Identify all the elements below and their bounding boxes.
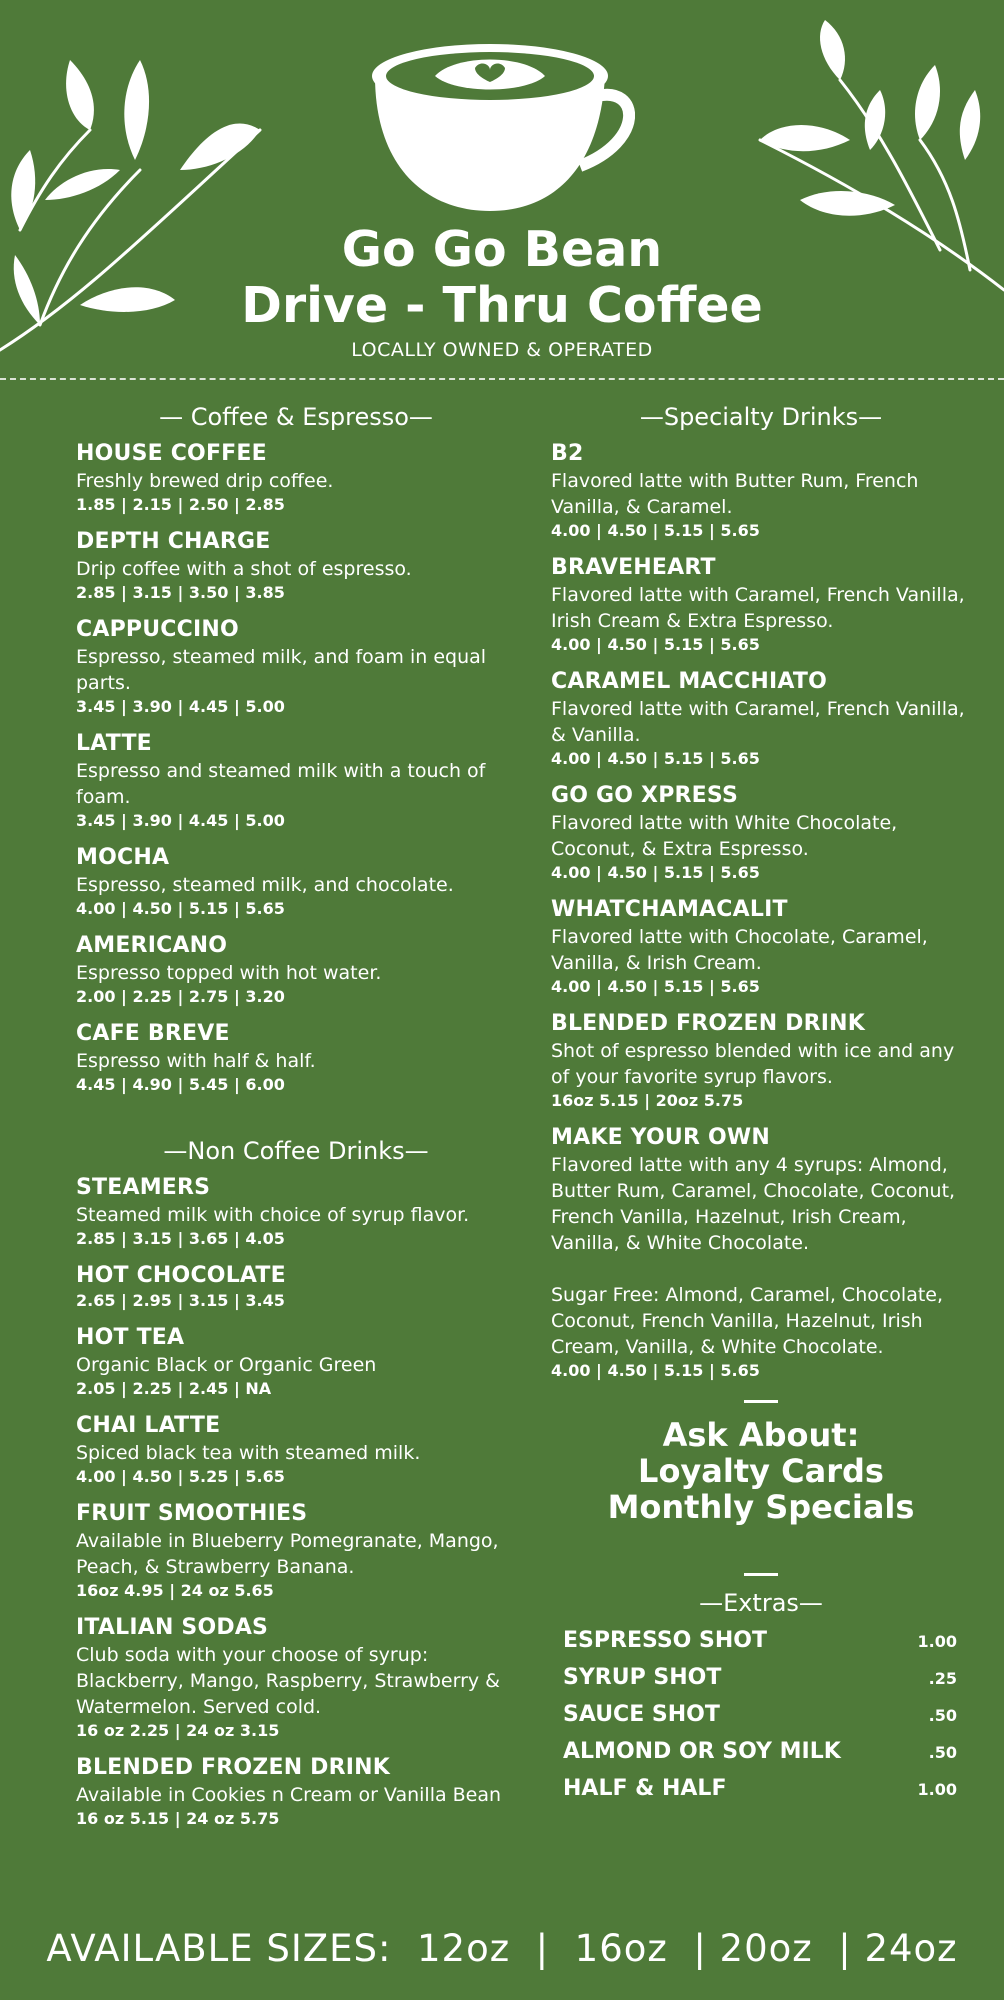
menu-item [551, 668, 971, 770]
item-desc-sugar-free: Sugar Free: Almond, Caramel, Chocolate, Coconut, French Vanilla, Hazelnut, Irish Cream, Vanilla, & White Chocolate. [551, 1284, 944, 1358]
item-desc: Steamed milk with choice of syrup flavor. [76, 1204, 470, 1226]
item-name: STEAMERS [76, 1175, 211, 1200]
item-price: 4.00 | 4.50 | 5.25 | 5.65 [76, 1467, 285, 1486]
brand-title-line1: Go Go Bean [341, 221, 663, 278]
menu-item [551, 440, 971, 542]
section-gap [76, 1108, 516, 1134]
menu-header [0, 0, 1004, 380]
menu-item [76, 844, 516, 920]
item-name: BRAVEHEART [551, 555, 716, 580]
item-desc: Spiced black tea with steamed milk. [76, 1442, 421, 1464]
extras-name: SAUCE SHOT [563, 1702, 720, 1727]
item-name: AMERICANO [76, 933, 228, 958]
menu-item [76, 616, 516, 718]
item-desc: Available in Blueberry Pomegranate, Mango, Peach, & Strawberry Banana. [76, 1530, 499, 1578]
item-name: BLENDED FROZEN DRINK [76, 1755, 391, 1780]
menu-item [76, 1262, 516, 1312]
item-price: 2.05 | 2.25 | 2.45 | NA [76, 1379, 272, 1398]
menu-item [76, 440, 516, 516]
extras-price: .25 [928, 1669, 957, 1688]
item-desc: Available in Cookies n Cream or Vanilla Bean [76, 1784, 502, 1806]
item-desc: Espresso with half & half. [76, 1050, 316, 1072]
menu-item [76, 1754, 516, 1830]
menu-item [76, 528, 516, 604]
menu-item [551, 782, 971, 884]
brand-title-line2: Drive - Thru Coffee [241, 277, 763, 334]
item-price: 1.85 | 2.15 | 2.50 | 2.85 [76, 495, 285, 514]
item-name: CARAMEL MACCHIATO [551, 669, 827, 694]
item-name: DEPTH CHARGE [76, 529, 271, 554]
menu-item [76, 1324, 516, 1400]
promo-line: Ask About: [662, 1416, 860, 1454]
extras-row [551, 1702, 971, 1739]
menu-item [76, 1614, 516, 1742]
item-name: CAPPUCCINO [76, 617, 239, 642]
right-column [551, 400, 971, 1813]
item-price: 4.00 | 4.50 | 5.15 | 5.65 [551, 635, 760, 654]
section-coffee-espresso [76, 400, 516, 1096]
menu-item [76, 1020, 516, 1096]
item-desc: Flavored latte with Chocolate, Caramel, Vanilla, & Irish Cream. [551, 926, 928, 974]
menu-item [76, 1174, 516, 1250]
item-price: 2.65 | 2.95 | 3.15 | 3.45 [76, 1291, 285, 1310]
item-name: HOT TEA [76, 1325, 185, 1350]
item-name: ITALIAN SODAS [76, 1615, 269, 1640]
item-name: CAFE BREVE [76, 1021, 230, 1046]
item-name: BLENDED FROZEN DRINK [551, 1011, 866, 1036]
extras-price: .50 [928, 1706, 957, 1725]
menu-item [76, 932, 516, 1008]
item-desc: Shot of espresso blended with ice and any of your favorite syrup flavors. [551, 1040, 955, 1088]
menu-item [551, 896, 971, 998]
extras-name: SYRUP SHOT [563, 1665, 722, 1690]
section-title: —Non Coffee Drinks— [163, 1137, 429, 1165]
item-desc: Espresso and steamed milk with a touch of foam. [76, 760, 486, 808]
item-desc: Freshly brewed drip coffee. [76, 470, 334, 492]
extras-row [551, 1665, 971, 1702]
extras-name: ALMOND OR SOY MILK [563, 1739, 841, 1764]
item-name: GO GO XPRESS [551, 783, 738, 808]
item-price: 4.00 | 4.50 | 5.15 | 5.65 [551, 863, 760, 882]
tagline: LOCALLY OWNED & OPERATED [351, 339, 653, 361]
item-price: 16oz 5.15 | 20oz 5.75 [551, 1091, 744, 1110]
extras-row [551, 1776, 971, 1813]
menu-item [76, 1500, 516, 1602]
item-desc: Flavored latte with White Chocolate, Coconut, & Extra Espresso. [551, 812, 898, 860]
item-desc: Flavored latte with Caramel, French Vanilla, Irish Cream & Extra Espresso. [551, 584, 965, 632]
promo-line: Monthly Specials [607, 1488, 915, 1526]
item-desc: Espresso, steamed milk, and chocolate. [76, 874, 454, 896]
menu-item [551, 1124, 971, 1382]
item-price: 4.00 | 4.50 | 5.15 | 5.65 [551, 749, 760, 768]
dashed-divider [0, 378, 1004, 380]
item-price: 2.00 | 2.25 | 2.75 | 3.20 [76, 987, 285, 1006]
section-title: —Specialty Drinks— [639, 403, 883, 431]
item-name: MAKE YOUR OWN [551, 1125, 770, 1150]
promo-rule [744, 1400, 778, 1403]
extras-name: ESPRESSO SHOT [563, 1628, 767, 1653]
extras-row [551, 1739, 971, 1776]
loyalty-promo [551, 1400, 971, 1576]
section-title: —Extras— [699, 1589, 823, 1617]
item-desc: Club soda with your choose of syrup: Blackberry, Mango, Raspberry, Strawberry & Watermelon. Served cold. [76, 1644, 501, 1718]
section-non-coffee [76, 1134, 516, 1830]
extras-section [551, 1586, 971, 1813]
item-desc: Flavored latte with any 4 syrups: Almond, Butter Rum, Caramel, Chocolate, Coconut, French Vanilla, Hazelnut, Irish Cream, Vanilla, & White Chocolate. [551, 1154, 956, 1254]
item-price: 3.45 | 3.90 | 4.45 | 5.00 [76, 811, 285, 830]
menu-item [551, 554, 971, 656]
item-price: 16 oz 5.15 | 24 oz 5.75 [76, 1809, 280, 1828]
item-name: B2 [551, 441, 584, 466]
item-name: HOT CHOCOLATE [76, 1263, 286, 1288]
menu-item [76, 1412, 516, 1488]
item-price: 16oz 4.95 | 24 oz 5.65 [76, 1581, 274, 1600]
item-price: 4.00 | 4.50 | 5.15 | 5.65 [551, 521, 760, 540]
coffee-cup-icon [365, 36, 635, 216]
available-sizes: AVAILABLE SIZES: 12oz | 16oz | 20oz | 24oz [46, 1927, 958, 1970]
item-price: 16 oz 2.25 | 24 oz 3.15 [76, 1721, 280, 1740]
item-name: LATTE [76, 731, 152, 756]
extras-price: 1.00 [917, 1632, 957, 1651]
item-desc: Flavored latte with Caramel, French Vanilla, & Vanilla. [551, 698, 965, 746]
item-price: 4.00 | 4.50 | 5.15 | 5.65 [551, 1361, 760, 1380]
promo-rule [744, 1573, 778, 1576]
left-column [76, 400, 516, 1842]
extras-price: 1.00 [917, 1780, 957, 1799]
item-name: WHATCHAMACALIT [551, 897, 788, 922]
extras-row [551, 1628, 971, 1665]
promo-line: Loyalty Cards [638, 1452, 884, 1490]
item-desc: Espresso topped with hot water. [76, 962, 382, 984]
item-price: 4.00 | 4.50 | 5.15 | 5.65 [76, 899, 285, 918]
item-price: 3.45 | 3.90 | 4.45 | 5.00 [76, 697, 285, 716]
extras-name: HALF & HALF [563, 1776, 727, 1801]
item-name: CHAI LATTE [76, 1413, 221, 1438]
item-name: FRUIT SMOOTHIES [76, 1501, 308, 1526]
menu-item [551, 1010, 971, 1112]
item-desc: Organic Black or Organic Green [76, 1354, 377, 1376]
item-name: HOUSE COFFEE [76, 441, 267, 466]
item-name: MOCHA [76, 845, 170, 870]
section-title: — Coffee & Espresso— [159, 403, 433, 431]
item-desc: Flavored latte with Butter Rum, French Vanilla, & Caramel. [551, 470, 919, 518]
menu-item [76, 730, 516, 832]
extras-price: .50 [928, 1743, 957, 1762]
item-price: 2.85 | 3.15 | 3.65 | 4.05 [76, 1229, 285, 1248]
item-price: 4.00 | 4.50 | 5.15 | 5.65 [551, 977, 760, 996]
item-price: 4.45 | 4.90 | 5.45 | 6.00 [76, 1075, 285, 1094]
item-desc: Drip coffee with a shot of espresso. [76, 558, 412, 580]
item-price: 2.85 | 3.15 | 3.50 | 3.85 [76, 583, 285, 602]
item-desc: Espresso, steamed milk, and foam in equal parts. [76, 646, 487, 694]
